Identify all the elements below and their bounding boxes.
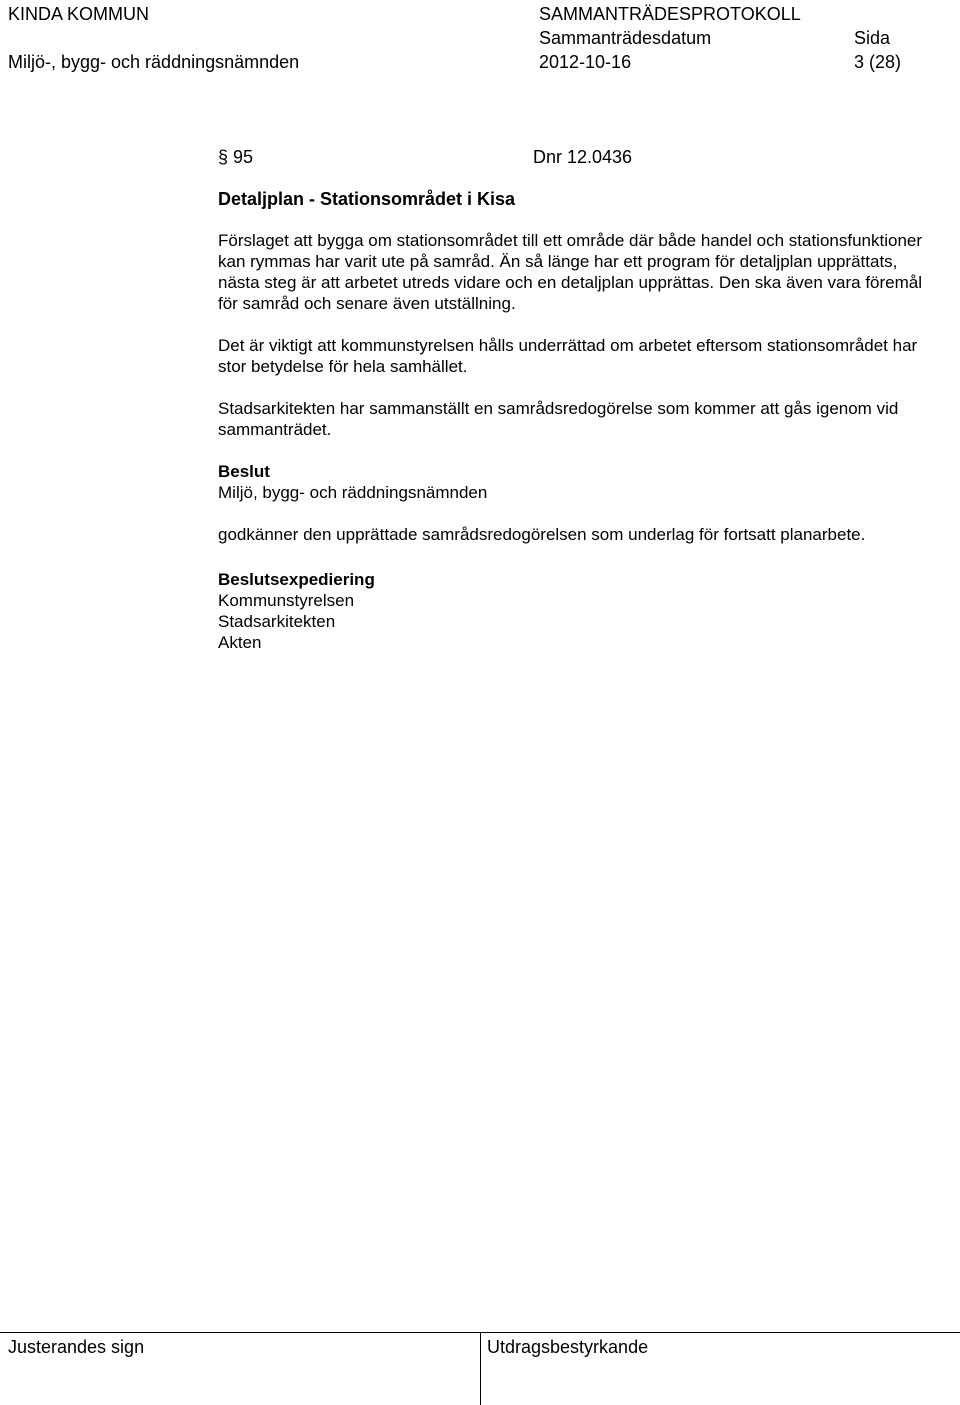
- page-number: 3 (28): [854, 52, 902, 72]
- adjuster-sign-label: Justerandes sign: [8, 1337, 145, 1357]
- decision-body: Miljö, bygg- och räddningsnämnden: [218, 483, 488, 502]
- document-type: SAMMANTRÄDESPROTOKOLL: [539, 4, 801, 24]
- body-paragraph-3: Stadsarkitekten har sammanställt en samrådsredogörelse som kommer att gås igenom vid sammanträdet.: [218, 399, 899, 439]
- footer-divider: [480, 1333, 481, 1405]
- decision-heading: Beslut: [218, 462, 270, 481]
- body-paragraph-2: Det är viktigt att kommunstyrelsen hålls underrättad om arbetet eftersom stationsområdet har stor betydelse för hela samhället.: [218, 336, 918, 376]
- dispatch-heading: Beslutsexpediering: [218, 570, 375, 589]
- dispatch-recipient: Akten: [218, 633, 262, 652]
- committee-name: Miljö-, bygg- och räddningsnämnden: [8, 52, 300, 72]
- item-number: 95: [233, 147, 254, 167]
- org-name: KINDA KOMMUN: [8, 4, 150, 24]
- page-label: Sida: [854, 28, 891, 48]
- date-label: Sammanträdesdatum: [539, 28, 712, 48]
- decision-text: godkänner den upprättade samrådsredogörelsen som underlag för fortsatt planarbete.: [218, 525, 866, 544]
- diary-number: Dnr 12.0436: [533, 147, 633, 167]
- item-number-line: [218, 146, 253, 168]
- item-title: Detaljplan - Stationsområdet i Kisa: [218, 189, 516, 209]
- dispatch-recipient: Stadsarkitekten: [218, 612, 336, 631]
- dispatch-recipient: Kommunstyrelsen: [218, 591, 355, 610]
- meeting-date: 2012-10-16: [539, 52, 632, 72]
- body-paragraph-1: Förslaget att bygga om stationsområdet till ett område där både handel och stationsfunktioner kan rymmas har varit ute på samråd. Än så länge har ett program för detaljplan upprättats, nästa steg är att arbetet utreds vidare och en detaljplan upprättas. Den ska även vara föremål för samråd och senare även utställning.: [218, 231, 923, 313]
- signature-footer: [0, 1332, 960, 1404]
- extract-certification-label: Utdragsbestyrkande: [487, 1337, 649, 1357]
- paragraph-symbol: §: [218, 147, 229, 167]
